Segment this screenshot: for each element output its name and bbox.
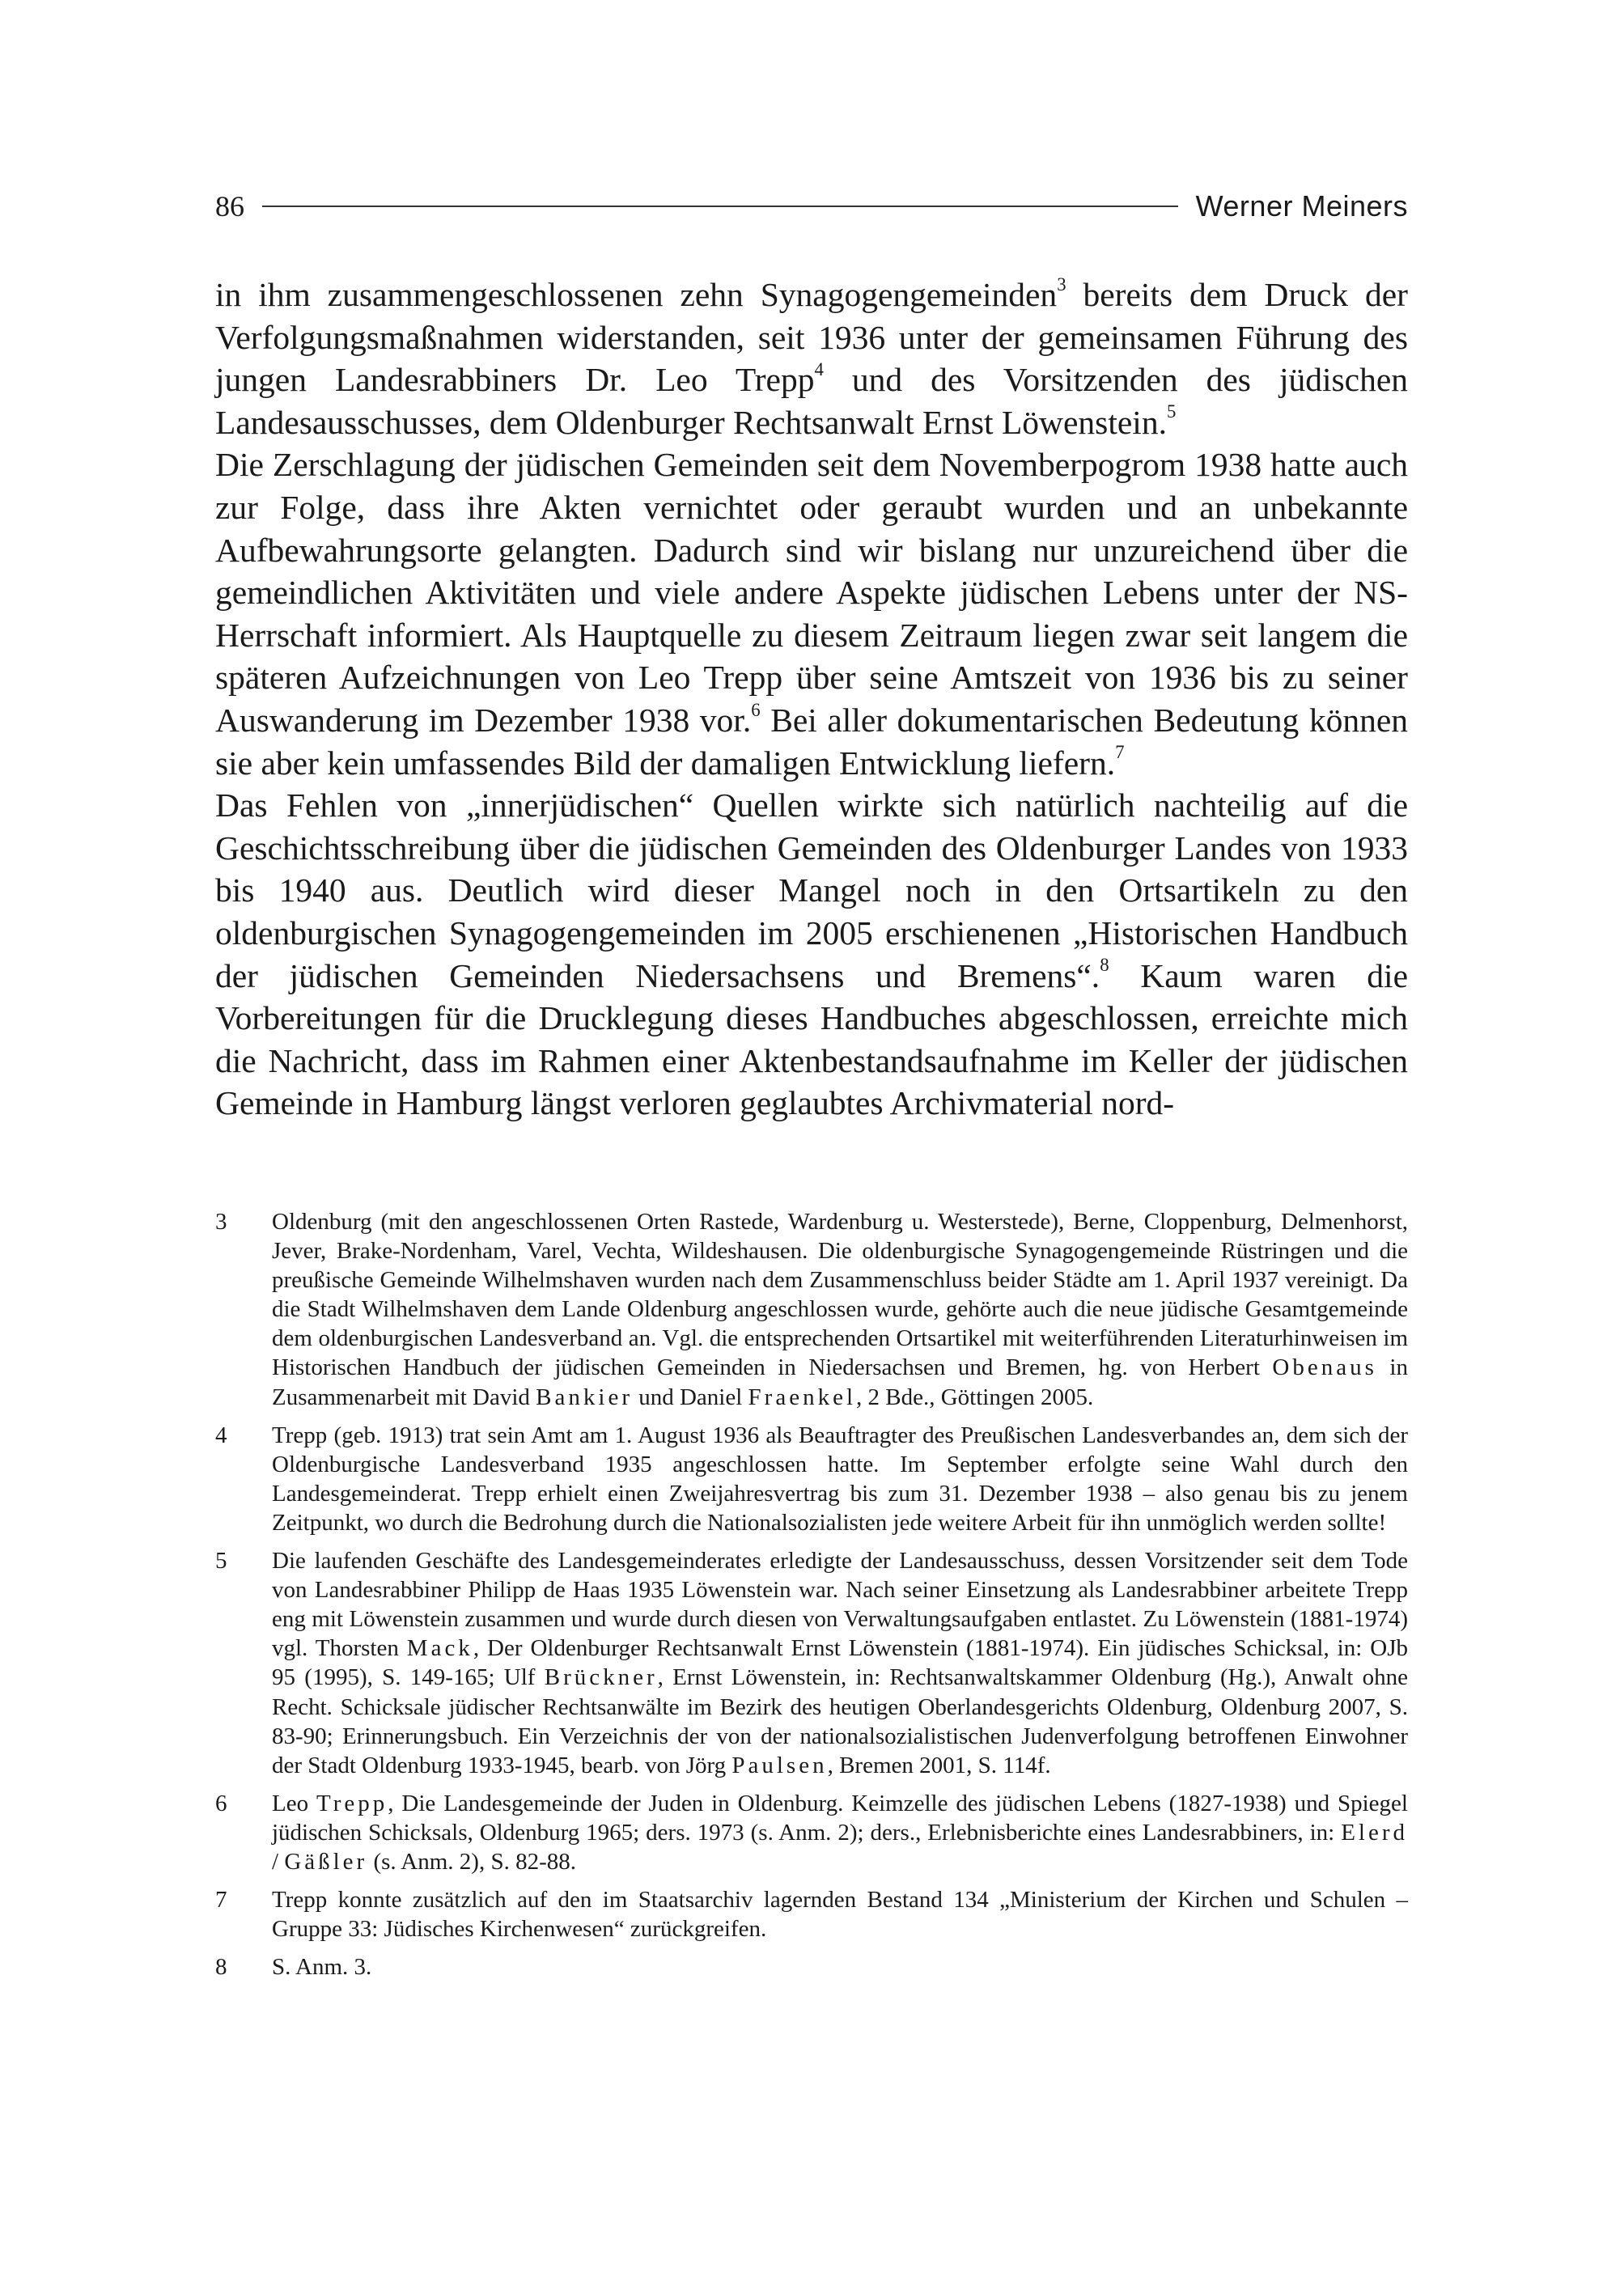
footnote-ref: 8 xyxy=(1100,955,1109,976)
text-run: Kaum waren die Vorbereitungen für die Drucklegung dieses Handbuches abgeschlossen, erreichte mich die Nachricht, dass im Rahmen einer Aktenbestandsaufnahme im Keller der jüdischen Gemeinde in Hamburg längst verloren geglaubtes Archivmaterial nord- xyxy=(215,956,1408,1122)
footnote-number: 3 xyxy=(215,1209,227,1235)
text-run: Leo xyxy=(272,1790,317,1816)
text-run: und Daniel xyxy=(632,1384,748,1410)
paragraph xyxy=(215,443,1408,784)
footnote-text xyxy=(272,1207,1408,1412)
author-name: Obenaus xyxy=(1272,1354,1377,1381)
footnote-number: 7 xyxy=(215,1887,227,1914)
text-run: Das Fehlen von „innerjüdischen“ Quellen wirkte sich natürlich nachteilig auf die Geschichtsschreibung über die jüdischen Gemeinden des Oldenburger Landes von 1933 bis 1940 aus. Deutlich wird dieser Mangel noch in den Ortsartikeln zu den oldenburgischen Synagogengemeinden im 2005 erschienenen „Historischen Handbuch der jüdischen Gemeinden Niedersachsens und Bremens“. xyxy=(215,786,1408,994)
footnote-ref: 3 xyxy=(1057,273,1066,295)
author-name: Trepp xyxy=(316,1790,388,1816)
text-run: und des Vorsitzenden des jüdischen Landesausschusses, dem Oldenburger Rechtsanwalt Ernst Löwenstein. xyxy=(215,361,1408,441)
text-run: bereits dem Druck der Verfolgungsmaßnahmen widerstanden, seit 1936 unter der gemeinsamen Führung des jungen Landesrabbiners Dr. Leo Trepp xyxy=(215,276,1408,399)
footnote-ref: 6 xyxy=(751,699,761,720)
author-name: Brückner xyxy=(544,1664,658,1691)
text-run: , Die Landesgemeinde der Juden in Oldenburg. Keimzelle des jüdischen Lebens (1827-1938) und Spiegel jüdischen Schicksals, Oldenburg 1965; ders. 1973 (s. Anm. 2); ders., Erlebnisberichte eines Landesrabbiners, in: xyxy=(272,1790,1408,1846)
text-run: S. Anm. 3. xyxy=(272,1954,372,1981)
author-name: Paulsen xyxy=(731,1752,828,1778)
text-run: in Zusammenarbeit mit David xyxy=(272,1354,1408,1410)
author-name: Fraenkel xyxy=(748,1384,857,1410)
text-run: Bei aller dokumentarischen Bedeutung können sie aber kein umfassendes Bild der damaligen Entwicklung liefern. xyxy=(215,701,1408,782)
text-run: , Der Oldenburger Rechtsanwalt Ernst Löwenstein (1881-1974). Ein jüdisches Schicksal, in: OJb 95 (1995), S. 149-165; Ulf xyxy=(272,1635,1408,1691)
author-name: Gäßler xyxy=(284,1848,368,1875)
text-run: , Ernst Löwenstein, in: Rechtsanwaltskammer Oldenburg (Hg.), Anwalt ohne Recht. Schicksale jüdischer Rechtsanwälte im Bezirk des heutigen Oberlandesgerichts Oldenburg, Oldenburg 2007, S. 83-90; Erinnerungsbuch. Ein Verzeichnis der von der nationalsozialistischen Judenverfolgung betroffenen Einwohner der Stadt Oldenburg 1933-1945, bearb. von Jörg xyxy=(272,1664,1408,1778)
footnote-number: 5 xyxy=(215,1548,227,1575)
footnote-text xyxy=(272,1885,1408,1943)
footnote-ref: 4 xyxy=(814,358,824,379)
footnote xyxy=(215,1207,1408,1412)
author-name: Mack xyxy=(406,1635,473,1662)
running-author: Werner Meiners xyxy=(1195,189,1408,223)
paragraph xyxy=(215,273,1408,443)
text-run: Oldenburg (mit den angeschlossenen Orten Rastede, Wardenburg u. Westerstede), Berne, Cloppenburg, Delmenhorst, Jever, Brake-Nordenham, Varel, Vechta, Wildeshausen. Die oldenburgische Synagogengemeinde Rüstringen und die preußische Gemeinde Wilhelmshaven wurden nach dem Zusammenschluss beider Städte am 1. April 1937 vereinigt. Da die Stadt Wilhelmshaven dem Lande Oldenburg angeschlossen wurde, gehörte auch die neue jüdische Gesamtgemeinde dem oldenburgischen Landesverband an. Vgl. die entsprechenden Ortsartikel mit weiterführenden Literaturhinweisen im Historischen Handbuch der jüdischen Gemeinden in Niedersachsen und Bremen, hg. von Herbert xyxy=(272,1209,1408,1381)
paragraph xyxy=(215,784,1408,1125)
footnote xyxy=(215,1952,1408,1981)
text-run: Die laufenden Geschäfte des Landesgemeinderates erledigte der Landesausschuss, dessen Vorsitzender seit dem Tode von Landesrabbiner Philipp de Haas 1935 Löwenstein war. Nach seiner Einsetzung als Landesrabbiner arbeitete Trepp eng mit Löwenstein zusammen und wurde durch diesen von Verwaltungsaufgaben entlastet. Zu Löwenstein (1881-1974) vgl. Thorsten xyxy=(272,1548,1408,1662)
text-run: in ihm zusammengeschlossenen zehn Synagogengemeinden xyxy=(215,276,1058,313)
footnote-number: 8 xyxy=(215,1954,227,1981)
header-rule xyxy=(262,206,1178,207)
text-run: Die Zerschlagung der jüdischen Gemeinden seit dem Novemberpogrom 1938 hatte auch zur Folge, dass ihre Akten vernichtet oder geraubt wurden und an unbekannte Aufbewahrungsorte gelangten. Dadurch sind wir bislang nur unzureichend über die gemeindlichen Aktivitäten und viele andere Aspekte jüdischen Lebens unter der NS-Herrschaft informiert. Als Hauptquelle zu diesem Zeitraum liegen zwar seit langem die späteren Aufzeichnungen von Leo Trepp über seine Amtszeit von 1936 bis zu seiner Auswanderung im Dezember 1938 vor. xyxy=(215,446,1408,739)
footnote-text xyxy=(272,1546,1408,1780)
footnote-ref: 5 xyxy=(1166,401,1177,422)
footnotes xyxy=(215,1207,1408,1990)
footnote-text xyxy=(272,1421,1408,1537)
text-run: , Bremen 2001, S. 114f. xyxy=(827,1752,1051,1778)
footnote-text xyxy=(272,1789,1408,1876)
text-run: Trepp konnte zusätzlich auf den im Staatsarchiv lagernden Bestand 134 „Ministerium der Kirchen und Schulen – Gruppe 33: Jüdisches Kirchenwesen“ zurückgreifen. xyxy=(272,1887,1408,1943)
footnote-text xyxy=(272,1952,1408,1981)
footnote-number: 6 xyxy=(215,1790,227,1816)
text-run: Trepp (geb. 1913) trat sein Amt am 1. August 1936 als Beauftragter des Preußischen Landesverbandes an, dem sich der Oldenburgische Landesverband 1935 angeschlossen hatte. Im September erfolgte seine Wahl durch den Landesgemeinderat. Trepp erhielt einen Zweijahresvertrag bis zum 31. Dezember 1938 – also genau bis zu jenem Zeitpunkt, wo durch die Bedrohung durch die Nationalsozialisten jede weitere Arbeit für ihn unmöglich werden sollte! xyxy=(272,1422,1408,1536)
text-run: (s. Anm. 2), S. 82-88. xyxy=(367,1848,577,1875)
footnote-ref: 7 xyxy=(1115,742,1125,763)
footnote xyxy=(215,1885,1408,1943)
author-name: Elerd xyxy=(1341,1819,1408,1846)
main-text xyxy=(215,273,1408,1125)
running-header xyxy=(215,189,1408,223)
text-run: , 2 Bde., Göttingen 2005. xyxy=(856,1384,1094,1410)
footnote xyxy=(215,1789,1408,1876)
footnote xyxy=(215,1546,1408,1780)
footnote-number: 4 xyxy=(215,1422,227,1448)
text-run: / xyxy=(272,1848,285,1875)
footnote xyxy=(215,1421,1408,1537)
author-name: Bankier xyxy=(536,1384,633,1410)
page-number: 86 xyxy=(215,190,244,223)
